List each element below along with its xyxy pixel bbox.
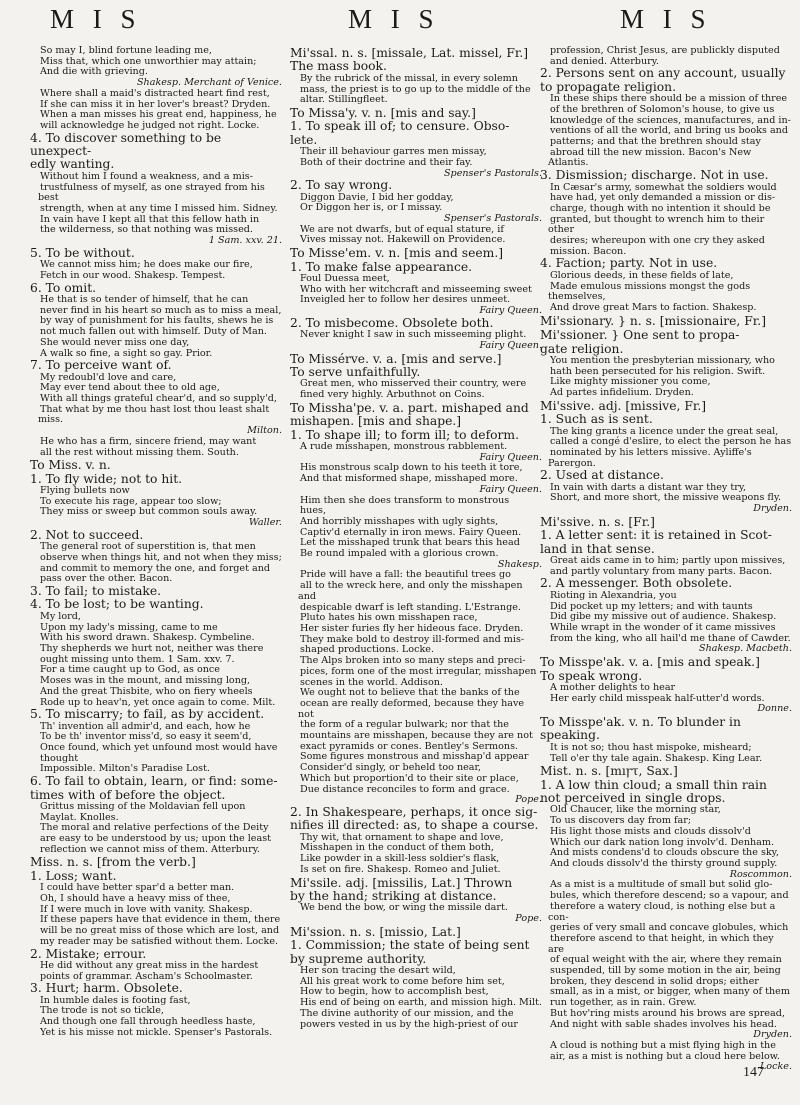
quotation-line: But hov'ring mists around his brows are spread,: [550, 1007, 785, 1019]
quotation-line: all the rest without missing them. South.: [40, 446, 239, 458]
sense-definition: 2. To misbecome. Obsolete both.: [290, 315, 494, 330]
quotation-line: of equal weight with the air, where they remain: [550, 954, 782, 966]
quotation-line: To execute his rage, appear too slow;: [40, 495, 222, 507]
header-right: M I S: [620, 4, 712, 34]
quotation-line: Rode up to heav'n, yet once again to come. Milt.: [40, 696, 276, 708]
quotation-line: patterns; and that the brethren should stay: [550, 136, 761, 148]
quotation-line: geries of very small and concave globules, which: [550, 922, 789, 934]
quotation-line: ocean are really deformed, because they have not: [298, 697, 525, 720]
quotation-line: The general root of superstition is, that men: [40, 541, 256, 553]
quotation-line: Pluto hates his own misshapen race,: [300, 612, 478, 624]
quotation-line: We cannot miss him; he does make our fire,: [40, 259, 253, 271]
quotation-line: The moral and relative perfections of the Deity: [40, 822, 269, 834]
definition-continuation: land in that sense.: [540, 541, 655, 556]
quotation-line: How to begin, how to accomplish best,: [300, 986, 489, 998]
quotation-line: In vain have I kept all that this fellow hath in: [40, 213, 260, 225]
quotation-line: Maylat. Knolles.: [40, 811, 119, 823]
quotation-line: A rude misshapen, monstrous rabblement.: [300, 441, 508, 453]
quotation-line: and denied. Atterbury.: [550, 55, 659, 67]
quotation-line: mass, the priest is to go up to the middle of the: [300, 83, 531, 95]
quotation-line: In these ships there should be a mission of three: [550, 93, 788, 105]
quotation-line: abroad till the new mission. Bacon's New Atlantis.: [548, 146, 752, 169]
quotation-line: powers vested in us by the high-priest of our: [300, 1018, 518, 1030]
quotation-line: strength, when at any time I missed him. Sidney.: [40, 202, 278, 214]
quotation-line: my reader may be satisfied without them. Locke.: [40, 935, 279, 947]
quotation-line: Due distance reconciles to form and grace.: [300, 783, 510, 795]
quotation-line: To be th' inventor miss'd, so easy it seem'd,: [40, 731, 252, 743]
quotation-line: If she can miss it in her lover's breast? Dryden.: [40, 98, 271, 110]
sense-definition: 1. A letter sent: it is retained in Scot-: [540, 528, 772, 543]
quotation-line: When a man misses his great end, happiness, he: [40, 109, 277, 121]
sense-definition: 6. To fail to obtain, learn, or find: some-: [30, 774, 278, 789]
quotation-line: Thy shepherds we hurt not, neither was there: [40, 643, 264, 654]
sense-definition: 1. To make false appearance.: [290, 259, 473, 274]
quotation-line: In vain with darts a distant war they try,: [550, 481, 747, 493]
quotation-line: the wilderness, so that nothing was missed.: [40, 224, 253, 236]
citation-source: Fairy Queen.: [479, 305, 542, 317]
quotation-line: broken, they descend in solid drops; either: [550, 975, 759, 987]
quotation-line: His light those mists and clouds dissolv'd: [550, 825, 751, 837]
quotation-line: Inveigled her to follow her desires unmeet.: [300, 294, 511, 306]
sense-definition: 7. To perceive want of.: [30, 358, 172, 373]
quotation-line: And night with sable shades involves his head.: [550, 1018, 777, 1030]
quotation-line: And clouds dissolv'd the thirsty ground supply.: [550, 857, 778, 869]
quotation-line: never find in his heart so much as to miss a meal,: [40, 304, 282, 316]
sense-definition: 1. To speak ill of; to censure. Obso-: [290, 119, 510, 134]
quotation-line: and commit to memory the one, and forget and: [40, 562, 271, 574]
quotation-line: His end of being on earth, and mission high. Milt.: [300, 997, 542, 1009]
quotation-line: Upon my lady's missing, came to me: [40, 621, 218, 633]
headword: Mi'ssioner. } One sent to propa-: [540, 328, 740, 343]
quotation-line: And horribly misshapes with ugly sights,: [300, 515, 499, 527]
quotation-line: therefore ascend to that height, in which they are: [548, 932, 774, 955]
quotation-line: We are not dwarfs, but of equal stature, if: [300, 223, 504, 235]
quotation-line: Pride will have a fall: the beautiful trees go: [300, 569, 511, 581]
quotation-line: mountains are misshapen, because they are not: [300, 730, 533, 742]
quotation-line: scenes in the world. Addison.: [300, 676, 443, 688]
sense-definition: 5. To miscarry; to fail, as by accident.: [30, 707, 265, 722]
quotation-line: Who with her witchcraft and misseeming sweet: [300, 283, 532, 295]
column-middle: [290, 46, 542, 1086]
quotation-line: and partly voluntary from many parts. Bacon.: [550, 565, 773, 577]
headword: Miss. n. s. [from the verb.]: [30, 855, 196, 870]
headword: Mi'ssile. adj. [missilis, Lat.] Thrown: [290, 875, 513, 890]
citation-source: Pope.: [515, 913, 542, 925]
quotation-line: reflection we cannot miss of them. Atterbury.: [40, 843, 260, 855]
sense-definition: 5. To be without.: [30, 245, 135, 260]
definition-continuation: by the hand; striking at distance.: [290, 888, 497, 903]
quotation-line: Which our dark nation long involv'd. Denham.: [550, 836, 775, 848]
citation-source: Donne.: [757, 703, 792, 715]
headword: To Missha'pe. v. a. part. mishaped and: [290, 400, 529, 415]
citation-source: Shakesp.: [497, 558, 542, 570]
quotation-line: of the brethren of Solomon's house, to give us: [550, 103, 775, 115]
quotation-line: Miss that, which one unworthier may attain;: [40, 55, 257, 67]
headword: Mi'ssion. n. s. [missio, Lat.]: [290, 924, 461, 939]
sense-definition: 2. A messenger. Both obsolete.: [540, 576, 733, 591]
definition-continuation: To serve unfaithfully.: [290, 365, 421, 380]
sense-definition: 4. To discover something to be unexpect-: [30, 130, 222, 159]
quotation-line: Captiv'd eternally in iron mews. Fairy Queen.: [300, 526, 522, 538]
quotation-line: The trode is not so tickle,: [40, 1005, 164, 1017]
quotation-line: called a congé d'eslire, to elect the person he has: [550, 436, 792, 448]
quotation-line: Consider'd singly, or beheld too near,: [300, 762, 482, 774]
quotation-line: from the king, who all hail'd me thane of Cawder.: [550, 632, 791, 644]
quotation-line: While wrapt in the wonder of it came missives: [550, 622, 776, 633]
quotation-line: I could have better spar'd a better man.: [40, 882, 235, 894]
sense-definition: 4. To be lost; to be wanting.: [30, 597, 204, 612]
quotation-line: If these papers have that evidence in them, there: [40, 914, 281, 926]
quotation-line: altar. Stillingfleet.: [300, 94, 388, 106]
quotation-line: Glorious deeds, in these fields of late,: [550, 269, 734, 281]
quotation-line: He who has a firm, sincere friend, may want: [40, 435, 257, 447]
sense-definition: 2. Mistake; errour.: [30, 946, 147, 961]
sense-definition: 1. Such as is sent.: [540, 412, 653, 427]
citation-source: Fairy Queen.: [479, 339, 542, 351]
definition-continuation: To speak wrong.: [540, 668, 643, 683]
citation-source: Pope.: [515, 794, 542, 806]
quotation-line: Impossible. Milton's Paradise Lost.: [40, 763, 210, 775]
definition-continuation: not perceived in single drops.: [540, 791, 726, 806]
sense-definition: 1. Loss; want.: [30, 868, 117, 883]
quotation-line: Or Diggon her is, or I missay.: [300, 202, 443, 214]
citation-source: Shakesp. Merchant of Venice.: [136, 77, 282, 89]
quotation-line: Did gibe my missive out of audience. Shakesp.: [550, 611, 777, 623]
quotation-line: nominated by his letters missive. Ayliffe's Parergon.: [548, 446, 752, 469]
quotation-line: Some figures monstrous and misshap'd appear: [300, 751, 529, 763]
headword: To Misspe'ak. v. a. [mis and speak.]: [540, 655, 760, 670]
quotation-line: small, as in a mist, or bigger, when many of them: [550, 986, 790, 998]
quotation-line: Be round impaled with a glorious crown.: [300, 548, 499, 560]
definition-continuation: times with of before the object.: [30, 787, 226, 802]
citation-source: Fairy Queen.: [479, 451, 542, 463]
definition-continuation: nifies ill directed: as, to shape a course.: [290, 818, 539, 833]
citation-source: Dryden.: [753, 1029, 792, 1041]
quotation-line: My lord,: [40, 610, 81, 622]
quotation-line: knowledge of the sciences, manufactures, and in-: [550, 114, 791, 126]
citation-source: Dryden.: [753, 503, 792, 515]
definition-continuation: to propagate religion.: [540, 79, 676, 94]
quotation-line: are easy to be understood by us; upon the least: [40, 833, 271, 845]
quotation-line: trustfulness of myself, as one strayed from his best: [38, 181, 265, 204]
quotation-line: the form of a regular bulwark; nor that the: [300, 719, 509, 731]
headword: Mi'ssive. n. s. [Fr.]: [540, 514, 655, 529]
quotation-line: With his sword drawn. Shakesp. Cymbeline.: [40, 632, 255, 644]
definition-continuation: edly wanting.: [30, 157, 115, 172]
quotation-line: Without him I found a weakness, and a mis-: [40, 170, 253, 182]
quotation-line: The Alps broken into so many steps and preci-: [300, 655, 526, 667]
quotation-line: Vives missay not. Hakewill on Providence.: [300, 234, 506, 246]
quotation-line: A mother delights to hear: [550, 681, 676, 693]
quotation-line: profession, Christ Jesus, are publickly disputed: [550, 46, 780, 56]
quotation-line: His monstrous scalp down to his teeth it tore,: [300, 462, 523, 474]
quotation-line: That what by me thou hast lost thou least shalt miss.: [38, 403, 270, 426]
quotation-line: So may I, blind fortune leading me,: [40, 46, 212, 56]
definition-continuation: gate religion.: [540, 341, 624, 356]
quotation-line: fined very highly. Arbuthnot on Coins.: [300, 389, 485, 401]
quotation-line: It is not so; thou hast mispoke, misheard;: [550, 741, 752, 753]
citation-source: Locke.: [759, 1061, 792, 1073]
quotation-line: The divine authority of our mission, and the: [300, 1007, 514, 1019]
quotation-line: ventions of all the world, and bring us books and: [550, 125, 788, 137]
running-header: [0, 4, 800, 38]
sense-definition: 3. Dismission; discharge. Not in use.: [540, 168, 769, 183]
definition-continuation: mishapen. [mis and shape.]: [290, 414, 462, 429]
quotation-line: Let the misshaped trunk that bears this head: [300, 537, 520, 549]
headword: To Missa'y. v. n. [mis and say.]: [290, 105, 476, 120]
headword: To Miss. v. n.: [30, 458, 111, 473]
quotation-line: Oh, I should have a heavy miss of thee,: [40, 892, 231, 904]
quotation-line: not much fallen out with himself. Duty of Man.: [40, 326, 267, 338]
quotation-line: air, as a mist is nothing but a cloud here below.: [550, 1050, 780, 1062]
quotation-line: Diggon Davie, I bid her godday,: [300, 191, 454, 203]
quotation-line: And mists condens'd to clouds obscure the sky,: [550, 847, 779, 859]
definition-continuation: The mass book.: [290, 59, 387, 74]
quotation-line: Her sister furies fly her hideous face. Dryden.: [300, 623, 524, 634]
quotation-line: mission. Bacon.: [550, 245, 627, 257]
quotation-line: Great aids came in to him; partly upon missives,: [550, 555, 786, 567]
quotation-line: will be no great miss of those which are lost, and: [40, 925, 280, 937]
column-right: [540, 46, 792, 1086]
quotation-line: A cloud is nothing but a mist flying high in the: [550, 1039, 776, 1051]
citation-source: Milton.: [247, 425, 282, 437]
quotation-line: My redoubl'd love and care,: [40, 371, 177, 383]
quotation-line: Their ill behaviour garres men missay,: [300, 146, 487, 158]
quotation-line: run together, as in rain. Grew.: [550, 997, 697, 1009]
quotation-line: Thy wit, that ornament to shape and love,: [300, 831, 504, 843]
quotation-line: With all things grateful chear'd, and so supply'd,: [40, 393, 277, 405]
quotation-line: Never knight I saw in such misseeming plight.: [300, 329, 527, 341]
quotation-line: suspended, till by some motion in the air, being: [550, 965, 781, 977]
quotation-line: shaped productions. Locke.: [300, 644, 434, 656]
definition-continuation: by supreme authority.: [290, 951, 427, 966]
header-left: M I S: [50, 4, 142, 34]
sense-definition: 2. Used at distance.: [540, 468, 664, 483]
quotation-line: Rioting in Alexandria, you: [550, 589, 677, 601]
quotation-line: Her early child misspeak half-utter'd words.: [550, 692, 765, 704]
sense-definition: 2. Persons sent on any account, usually: [540, 66, 786, 81]
quotation-line: We bend the bow, or wing the missile dart.: [300, 902, 508, 914]
quotation-line: have had, yet only demanded a mission or dis-: [550, 192, 776, 204]
quotation-line: She would never miss one day,: [40, 336, 190, 348]
quotation-line: Made emulous missions mongst the gods themselves,: [548, 280, 751, 303]
quotation-line: hues,: [300, 505, 327, 517]
quotation-line: Did pocket up my letters; and with taunts: [550, 600, 753, 612]
quotation-line: You mention the presbyterian missionary, who: [550, 354, 775, 366]
page-number: 147: [743, 1065, 764, 1080]
quotation-line: Foul Duessa meet,: [300, 272, 390, 284]
quotation-line: Her son tracing the desart wild,: [300, 965, 456, 977]
headword: Mi'ssive. adj. [missive, Fr.]: [540, 398, 707, 413]
headword: Mi'ssal. n. s. [missale, Lat. missel, Fr.]: [290, 46, 529, 60]
sense-definition: 2. Not to succeed.: [30, 527, 144, 542]
quotation-line: Short, and more short, the missive weapons fly.: [550, 492, 782, 504]
quotation-line: Tell o'er thy tale again. Shakesp. King Lear.: [550, 752, 763, 764]
quotation-line: Yet is his misse not mickle. Spenser's Pastorals.: [40, 1026, 273, 1038]
quotation-line: Where shall a maid's distracted heart find rest,: [40, 87, 270, 99]
quotation-line: all to the wreck here, and only the misshapen and: [298, 580, 523, 602]
header-center: M I S: [348, 4, 440, 34]
quotation-line: Him then she does transform to monstrous: [300, 494, 510, 506]
quotation-line: By the rubrick of the missal, in every solemn: [300, 72, 518, 84]
headword: Mist. n. s. [mıꞅτ, Sax.]: [540, 764, 678, 779]
sense-definition: 2. To say wrong.: [290, 178, 393, 193]
definition-continuation: speaking.: [540, 728, 600, 743]
quotation-line: And the great Thisbite, who on fiery wheels: [40, 685, 253, 697]
quotation-line: pices, form one of the most irregular, misshapen: [300, 665, 537, 677]
sense-definition: 3. To fail; to mistake.: [30, 584, 162, 599]
quotation-line: Grittus missing of the Moldavian fell upon: [40, 800, 246, 812]
quotation-line: In humble dales is footing fast,: [40, 994, 191, 1006]
quotation-line: They miss or sweep but common souls away.: [40, 506, 258, 518]
quotation-line: thought: [40, 752, 79, 764]
quotation-line: Fetch in our wood. Shakesp. Tempest.: [40, 269, 226, 281]
quotation-line: charge, though with no intention it should be: [550, 202, 771, 214]
quotation-line: points of grammar. Ascham's Schoolmaster.: [40, 970, 253, 982]
quotation-line: The king grants a licence under the great seal,: [550, 425, 779, 437]
citation-source: Fairy Queen.: [479, 483, 542, 495]
quotation-line: All his great work to come before him set,: [300, 975, 505, 987]
quotation-line: A walk so fine, a sight so gay. Prior.: [40, 347, 213, 359]
sense-definition: 1. To fly wide; not to hit.: [30, 471, 183, 486]
quotation-line: As a mist is a multitude of small but solid glo-: [550, 879, 773, 891]
quotation-line: For a time caught up to God, as once: [40, 664, 220, 676]
quotation-line: And drove great Mars to faction. Shakesp.: [550, 301, 757, 313]
column-left: [30, 46, 282, 1086]
definition-continuation: lete.: [290, 132, 318, 147]
quotation-line: In Cæsar's army, somewhat the soldiers would: [550, 181, 777, 193]
quotation-line: Which but proportion'd to their site or place,: [300, 772, 519, 784]
quotation-line: May ever tend about thee to old age,: [40, 382, 220, 394]
headword: Mi'ssionary. } n. s. [missionaire, Fr.]: [540, 313, 766, 328]
sense-definition: 3. Hurt; harm. Obsolete.: [30, 981, 183, 996]
sense-definition: 1. A low thin cloud; a small thin rain: [540, 777, 767, 792]
quotation-line: Misshapen in the conduct of them both,: [300, 842, 494, 854]
citation-source: Spenser's Pastorals.: [443, 213, 542, 225]
quotation-line: desires; whereupon with one cry they asked: [550, 235, 765, 247]
sense-definition: 1. To shape ill; to form ill; to deform.: [290, 427, 519, 442]
quotation-line: Both of their doctrine and their fay.: [300, 156, 473, 168]
quotation-line: Ad partes infidelium. Dryden.: [550, 387, 694, 399]
quotation-line: despicable dwarf is left standing. L'Estrange.: [300, 601, 521, 613]
quotation-line: And that misformed shape, misshaped more.: [300, 473, 518, 485]
quotation-line: granted, but thought to wrench him to their other: [548, 213, 765, 236]
quotation-line: bules, which therefore descend; so a vapour, and: [550, 890, 789, 902]
headword: To Misse'em. v. n. [mis and seem.]: [290, 246, 504, 261]
quotation-line: pass over the other. Bacon.: [40, 573, 173, 585]
citation-source: Spenser's Pastorals.: [443, 167, 542, 179]
quotation-line: To us discovers day from far;: [550, 815, 692, 827]
headword: To Missérve. v. a. [mis and serve.]: [290, 351, 502, 366]
sense-definition: 2. In Shakespeare, perhaps, it once sig-: [290, 804, 538, 819]
quotation-line: He that is so tender of himself, that he can: [40, 293, 249, 305]
quotation-line: therefore a watery cloud, is nothing else but a con-: [548, 900, 776, 923]
quotation-line: We ought not to believe that the banks of the: [300, 687, 520, 699]
quotation-line: He did without any great miss in the hardest: [40, 959, 259, 971]
sense-definition: 4. Faction; party. Not in use.: [540, 256, 718, 271]
quotation-line: And die with grieving.: [40, 66, 148, 78]
quotation-line: Great men, who misserved their country, were: [300, 378, 527, 390]
quotation-line: Once found, which yet unfound most would have: [40, 742, 278, 754]
quotation-line: Is set on fire. Shakesp. Romeo and Juliet.: [300, 863, 501, 875]
quotation-line: Moses was in the mount, and missing long,: [40, 675, 251, 687]
quotation-line: Old Chaucer, like the morning star,: [550, 804, 721, 816]
citation-source: Roscommon.: [729, 868, 792, 880]
quotation-line: And though one fall through heedless haste,: [40, 1016, 256, 1028]
quotation-line: They make bold to destroy ill-formed and mis-: [300, 633, 525, 645]
citation-source: Waller.: [248, 517, 282, 529]
quotation-line: observe when things hit, and not when they miss;: [40, 551, 282, 563]
headword: To Misspe'ak. v. n. To blunder in: [540, 715, 741, 730]
citation-source: 1 Sam. xxv. 21.: [208, 235, 282, 247]
quotation-line: Th' invention all admir'd, and each, how he: [40, 720, 251, 732]
citation-source: Shakesp. Macbeth.: [699, 643, 792, 655]
quotation-line: If I were much in love with vanity. Shakesp.: [40, 903, 253, 915]
sense-definition: 6. To omit.: [30, 280, 97, 295]
quotation-line: by way of punishment for his faults, shews he is: [40, 315, 274, 327]
quotation-line: Like mighty missioner you come,: [550, 376, 711, 388]
quotation-line: will acknowledge he judged not right. Locke.: [40, 119, 260, 131]
quotation-line: Flying bullets now: [40, 485, 130, 497]
quotation-line: Like powder in a skill-less soldier's flask,: [300, 853, 500, 865]
quotation-line: hath been persecuted for his religion. Swift.: [550, 365, 766, 377]
quotation-line: ought missing unto them. 1 Sam. xxv. 7.: [40, 653, 235, 665]
quotation-line: exact pyramids or cones. Bentley's Sermons.: [300, 740, 519, 752]
sense-definition: 1. Commission; the state of being sent: [290, 938, 530, 953]
